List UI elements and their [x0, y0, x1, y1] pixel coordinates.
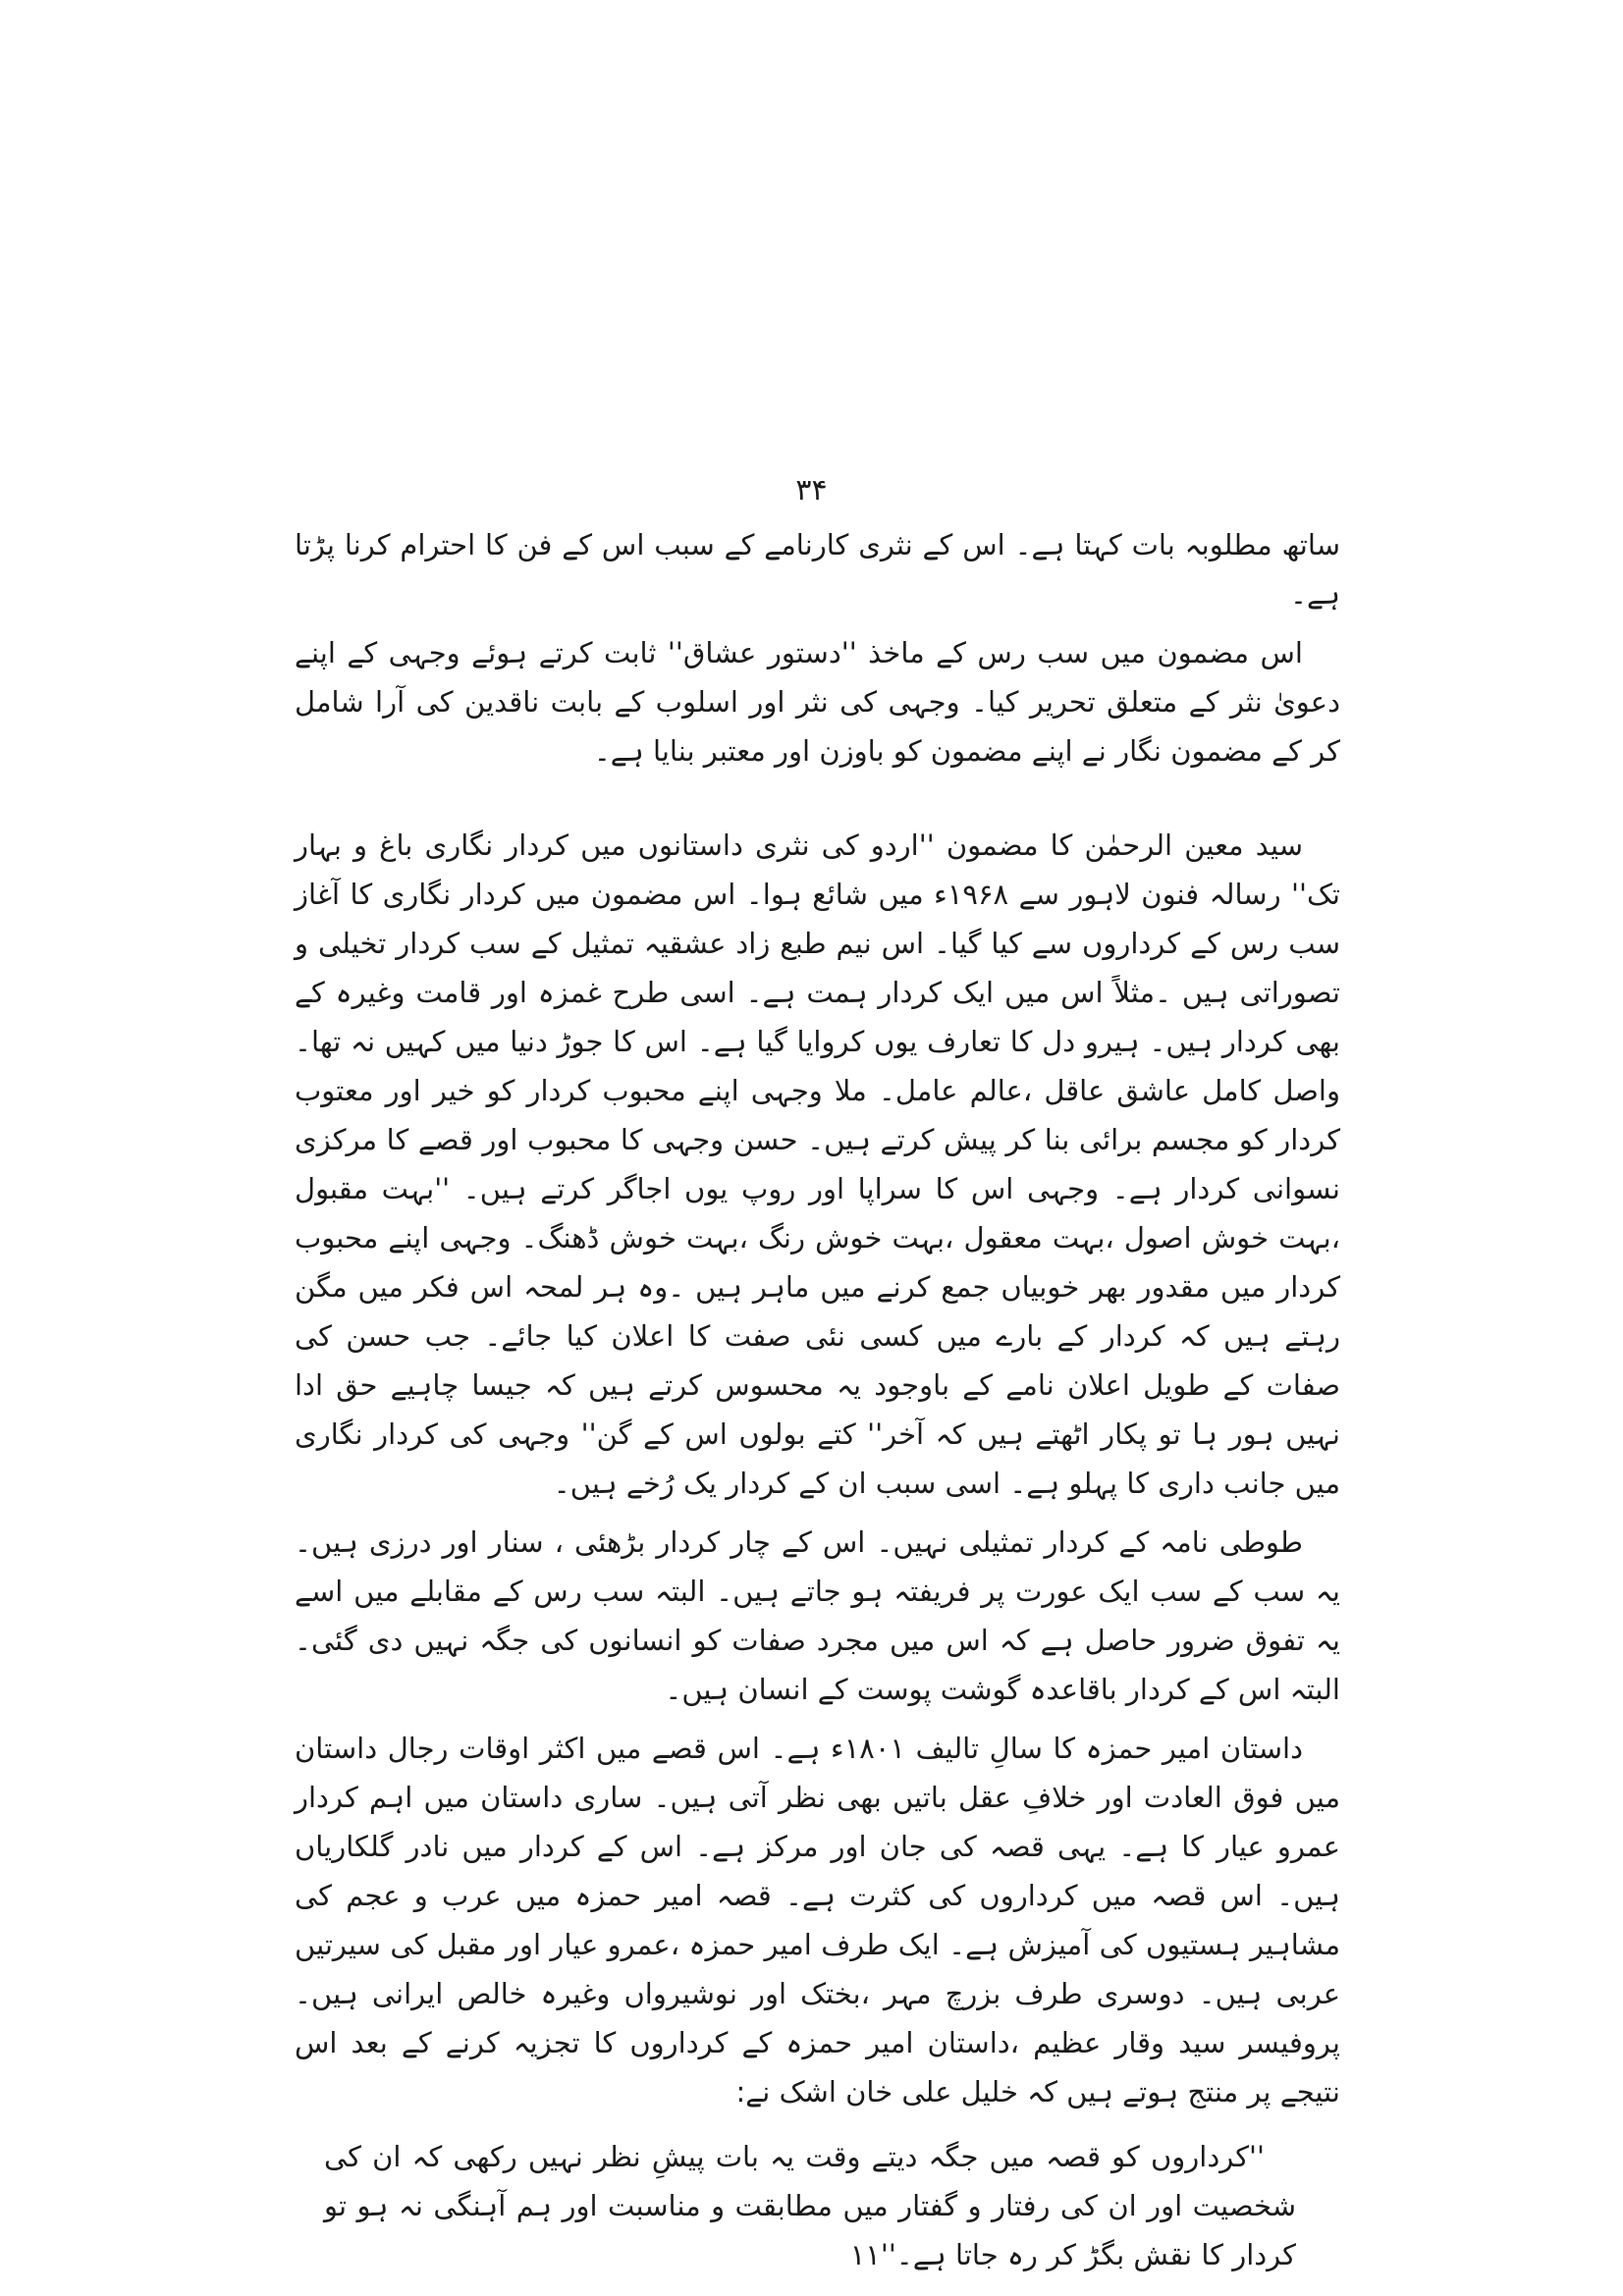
block-quote: ''کرداروں کو قصہ میں جگہ دیتے وقت یہ بات پیشِ نظر نہیں رکھی کہ ان کی شخصیت اور ان کی رفتار و گفتار میں مطابقت و مناسبت اور ہم آہنگی نہ ہو تو کردار کا نقش بگڑ کر رہ جاتا ہے۔''١١ — [324, 2140, 1296, 2271]
paragraph-3: سید معین الرحمٰن کا مضمون ''اردو کی نثری داستانوں میں کردار نگاری باغ و بہار تک'' رسالہ فنون لاہور سے ۱۹۶۸ء میں شائع ہوا۔ اس مضمون میں کردار نگاری کا آغاز سب رس کے کرداروں سے کیا گیا۔ اس نیم طبع زاد عشقیہ تمثیل کے سب کردار تخیلی و تصوراتی ہیں ۔مثلاً اس میں ایک کردار ہمت ہے۔ اسی طرح غمزہ اور قامت وغیرہ کے بھی کردار ہیں۔ ہیرو دل کا تعارف یوں کروایا گیا ہے۔ اس کا جوڑ دنیا میں کہیں نہ تھا۔ واصل کامل عاشق عاقل ،عالم عامل۔ ملا وجہی اپنے محبوب کردار کو خیر اور معتوب کردار کو مجسم برائی بنا کر پیش کرتے ہیں۔ حسن وجہی کا محبوب اور قصے کا مرکزی نسوانی کردار ہے۔ وجہی اس کا سراپا اور روپ یوں اجاگر کرتے ہیں۔ ''بہت مقبول ،بہت خوش اصول ،بہت معقول ،بہت خوش رنگ ،بہت خوش ڈھنگ۔ وجہی اپنے محبوب کردار میں مقدور بھر خوبیاں جمع کرنے میں ماہر ہیں ۔وہ ہر لمحہ اس فکر میں مگن رہتے ہیں کہ کردار کے بارے میں کسی نئی صفت کا اعلان کیا جائے۔ جب حسن کی صفات کے طویل اعلان نامے کے باوجود یہ محسوس کرتے ہیں کہ جیسا چاہیے حق ادا نہیں ہور ہا تو پکار اٹھتے ہیں کہ آخر'' کتے بولوں اس کے گن'' وجہی کی کردار نگاری میں جانب داری کا پہلو ہے۔ اسی سبب ان کے کردار یک رُخے ہیں۔ — [295, 828, 1341, 1500]
paragraph-4: طوطی نامہ کے کردار تمثیلی نہیں۔ اس کے چار کردار بڑھئی ، سنار اور درزی ہیں۔ یہ سب کے سب ایک عورت پر فریفتہ ہو جاتے ہیں۔ البتہ سب رس کے مقابلے میں اسے یہ تفوق ضرور حاصل ہے کہ اس میں مجرد صفات کو انسانوں کی جگہ نہیں دی گئی۔ البتہ اس کے کردار باقاعدہ گوشت پوست کے انسان ہیں۔ — [295, 1525, 1340, 1706]
body-text — [295, 520, 1340, 2279]
page-number: ۳۴ — [795, 473, 828, 507]
paragraph-2: اس مضمون میں سب رس کے ماخذ ''دستور عشاق'' ثابت کرتے ہوئے وجہی کے اپنے دعویٰ نثر کے متعلق تحریر کیا۔ وجہی کی نثر اور اسلوب کے بابت ناقدین کی آرا شامل کر کے مضمون نگار نے اپنے مضمون کو باوزن اور معتبر بنایا ہے۔ — [295, 636, 1340, 768]
paragraph-1: ساتھ مطلوبہ بات کہتا ہے۔ اس کے نثری کارنامے کے سبب اس کے فن کا احترام کرنا پڑتا ہے۔ — [295, 528, 1340, 611]
paragraph-5: داستان امیر حمزہ کا سالِ تالیف ۱۸۰۱ء ہے۔ اس قصے میں اکثر اوقات رجال داستان میں فوق العادت اور خلافِ عقل باتیں بھی نظر آتی ہیں۔ ساری داستان میں اہم کردار عمرو عیار کا ہے۔ یہی قصہ کی جان اور مرکز ہے۔ اس کے کردار میں نادر گلکاریاں ہیں۔ اس قصہ میں کرداروں کی کثرت ہے۔ قصہ امیر حمزہ میں عرب و عجم کی مشاہیر ہستیوں کی آمیزش ہے۔ ایک طرف امیر حمزہ ،عمرو عیار اور مقبل کی سیرتیں عربی ہیں۔ دوسری طرف بزرچ مہر ،بختک اور نوشیرواں وغیرہ خالص ایرانی ہیں۔ پروفیسر سید وقار عظیم ،داستان امیر حمزہ کے کرداروں کا تجزیہ کرنے کے بعد اس نتیجے پر منتج ہوتے ہیں کہ خلیل علی خان اشک نے: — [295, 1732, 1340, 2109]
